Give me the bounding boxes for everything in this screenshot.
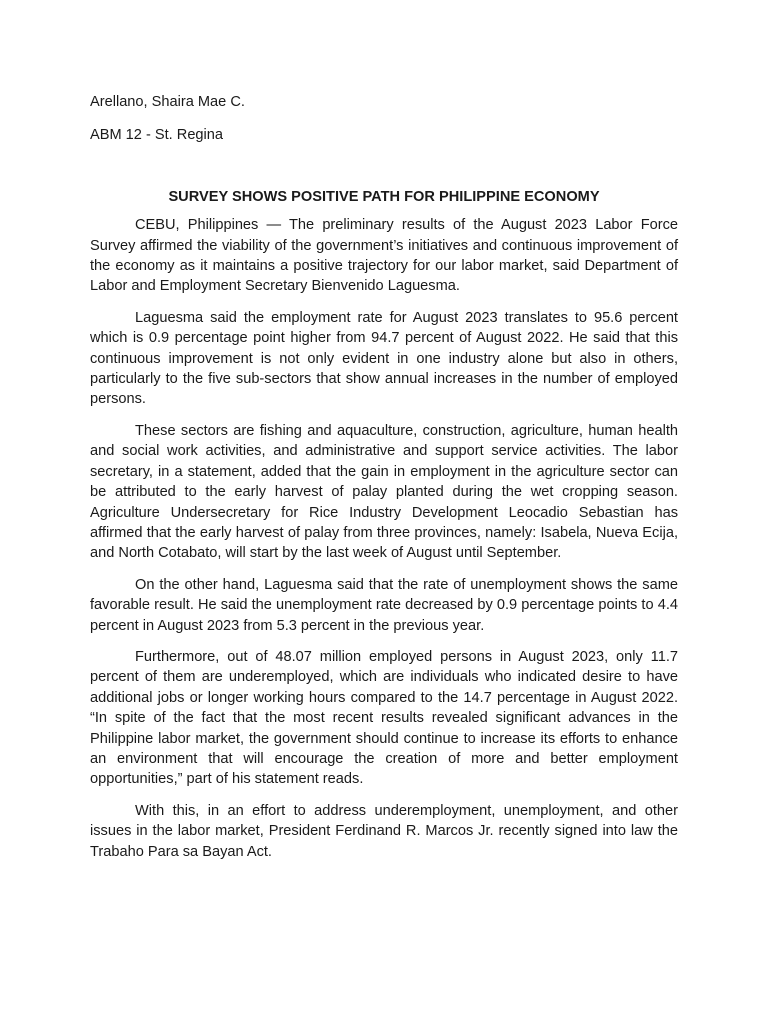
paragraph-3: These sectors are fishing and aquaculture, construction, agriculture, human health and social work activities, and administrative and support service activities. The labor secretary, in a statement, added that the gain in employment in the agriculture sector can be attributed to the early harvest of palay planted during the wet cropping season. Agriculture Undersecretary for Rice Industry Development Leocadio Sebastian has affirmed that the early harvest of palay from three provinces, namely: Isabela, Nueva Ecija, and North Cotabato, will start by the last week of August until September. — [90, 422, 678, 562]
paragraph-1: CEBU, Philippines — The preliminary results of the August 2023 Labor Force Survey affirmed the viability of the government’s initiatives and continuous improvement of the economy as it maintains a positive trajectory for our labor market, said Department of Labor and Employment Secretary Bienvenido Laguesma. — [90, 217, 678, 295]
paragraph-4: On the other hand, Laguesma said that the rate of unemployment shows the same favorable result. He said the unemployment rate decreased by 0.9 percentage points to 4.4 percent in August 2023 from 5.3 percent in the previous year. — [90, 576, 678, 634]
paragraph-6: With this, in an effort to address underemployment, unemployment, and other issues in the labor market, President Ferdinand R. Marcos Jr. recently signed into law the Trabaho Para sa Bayan Act. — [90, 802, 678, 860]
class-section: ABM 12 - St. Regina — [90, 127, 224, 144]
article-title: SURVEY SHOWS POSITIVE PATH FOR PHILIPPINE ECONOMY — [168, 188, 600, 205]
author-name: Arellano, Shaira Mae C. — [90, 94, 245, 110]
paragraph-5: Furthermore, out of 48.07 million employed persons in August 2023, only 11.7 percent of them are underemployed, which are individuals who indicated desire to have additional jobs or longer working hours compared to the 14.7 percentage in August 2022. “In spite of the fact that the most recent results revealed significant advances in the Philippine labor market, the government should continue to increase its efforts to enhance an environment that will encourage the creation of more and better employment opportunities,” part of his statement reads. — [90, 648, 678, 788]
paragraph-2: Laguesma said the employment rate for August 2023 translates to 95.6 percent which is 0.9 percentage point higher from 94.7 percent of August 2022. He said that this continuous improvement is not only evident in one industry alone but also in others, particularly to the five sub-sectors that show annual increases in the number of employed persons. — [90, 309, 678, 408]
document-content — [90, 92, 678, 873]
